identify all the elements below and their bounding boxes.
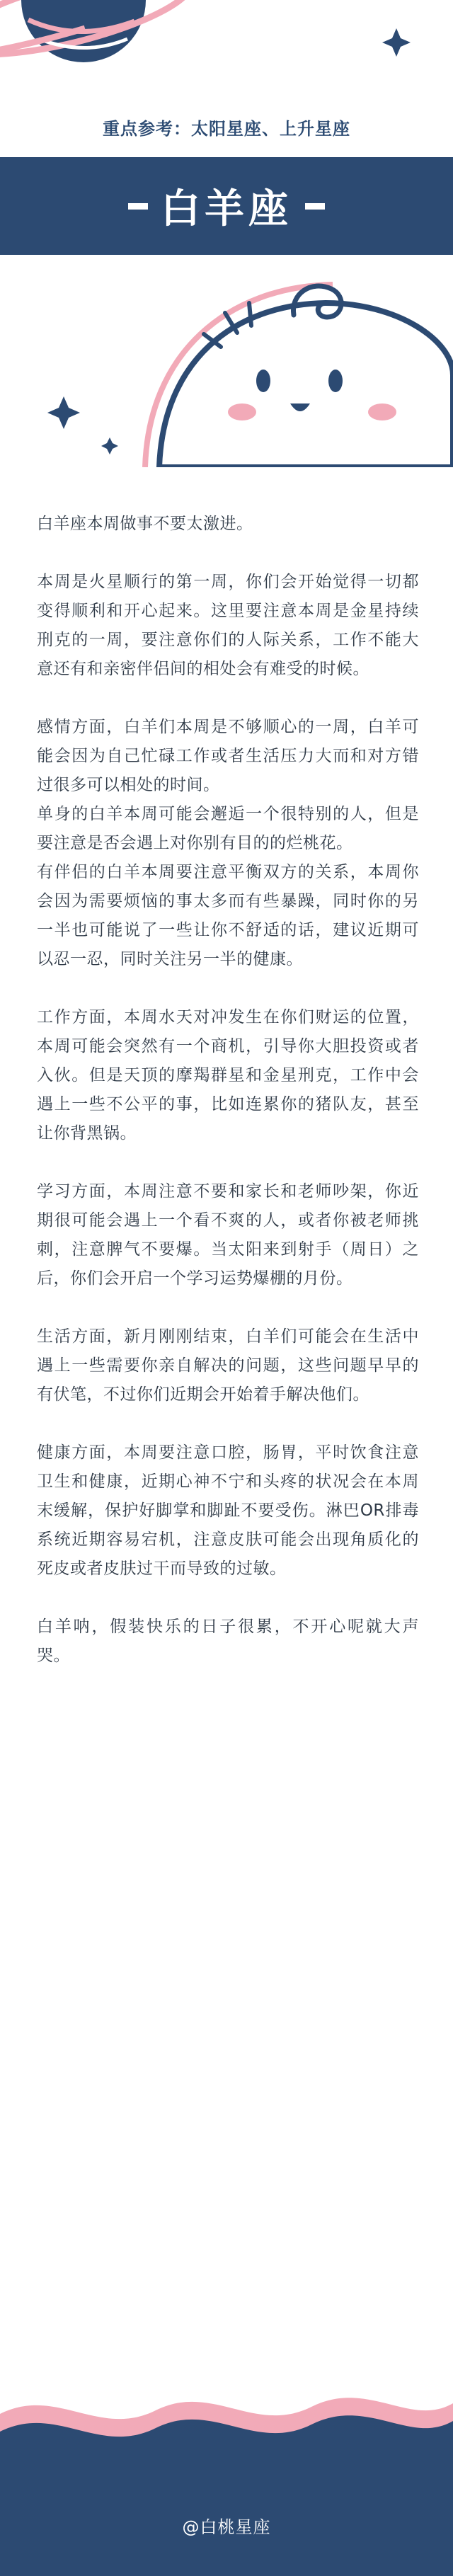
sparkle-icon	[47, 396, 80, 429]
paragraph-gap	[37, 1409, 419, 1438]
paragraph-gap	[37, 684, 419, 713]
paragraph-gap	[37, 1584, 419, 1613]
paragraph: 本周是火星顺行的第一周，你们会开始觉得一切都变得顺利和开心起来。这里要注意本周是金星持续刑克的一周，要注意你们的人际关系，工作不能大意还有和亲密伴侣间的相处会有难受的时候。	[37, 573, 419, 678]
title-dash-left	[128, 203, 148, 210]
paragraph: 工作方面，本周水天对冲发生在你们财运的位置，本周可能会突然有一个商机，引导你大胆投资或者入伙。但是天顶的摩羯群星和金星刑克，工作中会遇上一些不公平的事，比如连累你的猪队友，甚至让你背黑锅。	[37, 1008, 419, 1143]
title-banner	[0, 157, 453, 255]
page-title: 白羊座	[161, 186, 292, 232]
title-dash-right	[305, 203, 325, 210]
paragraph-gap	[37, 974, 419, 1003]
wave-decoration	[0, 2371, 453, 2576]
footer	[0, 2371, 453, 2576]
paragraph: 健康方面，本周要注意口腔，肠胃，平时饮食注意卫生和健康，近期心神不宁和头疼的状况会在本周末缓解，保护好脚掌和脚趾不要受伤。淋巴OR排毒系统近期容易宕机，注意皮肤可能会出现角质化的死皮或者皮肤过干而导致的过敏。	[37, 1443, 419, 1578]
cute-face-illustration	[0, 255, 453, 467]
paragraph-gap	[37, 1148, 419, 1177]
paragraph: 白羊座本周做事不要太激进。	[37, 515, 253, 533]
paragraph: 有伴侣的白羊本周要注意平衡双方的关系，本周你会因为需要烦恼的事太多而有些暴躁，同时你的另一半也可能说了一些让你不舒适的话，建议近期可以忍一忍，同时关注另一半的健康。	[37, 863, 419, 968]
paragraph: 感情方面，白羊们本周是不够顺心的一周，白羊可能会因为自己忙碌工作或者生活压力大而和对方错过很多可以相处的时间。	[37, 718, 419, 794]
header	[0, 0, 453, 467]
paragraph: 白羊呐，假装快乐的日子很累，不开心呢就大声哭。	[37, 1618, 419, 1665]
horoscope-text	[37, 510, 419, 1671]
paragraph: 学习方面，本周注意不要和家长和老师吵架，你近期很可能会遇上一个看不爽的人，或者你被老师挑刺，注意脾气不要爆。当太阳来到射手（周日）之后，你们会开启一个学习运势爆棚的月份。	[37, 1182, 419, 1288]
planet-icon	[0, 0, 453, 113]
paragraph: 生活方面，新月刚刚结束，白羊们可能会在生活中遇上一些需要你亲自解决的问题，这些问题早早的有伏笔，不过你们近期会开始着手解决他们。	[37, 1327, 419, 1404]
paragraph: 单身的白羊本周可能会邂逅一个很特别的人，但是要注意是否会遇上对你别有目的的烂桃花。	[37, 805, 419, 852]
paragraph-gap	[37, 1293, 419, 1322]
footer-credit: @白桃星座	[182, 2517, 271, 2537]
paragraph-gap	[37, 539, 419, 568]
reference-note: 重点参考：太阳星座、上升星座	[103, 119, 350, 139]
